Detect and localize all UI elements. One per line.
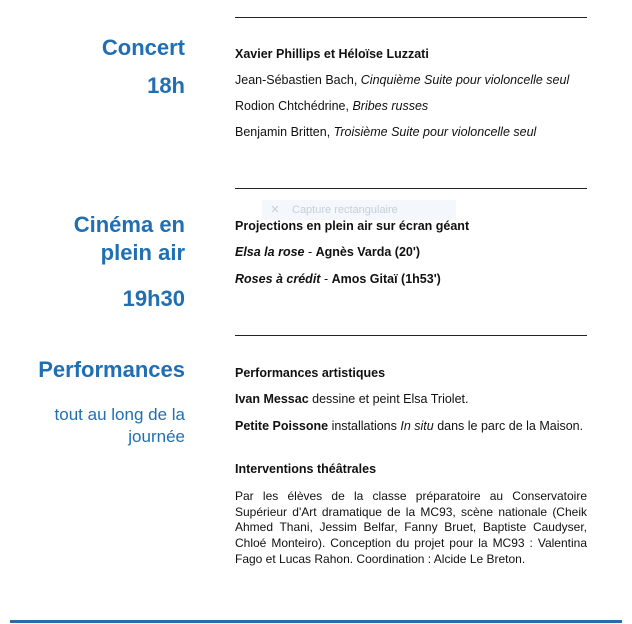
divider-top xyxy=(235,17,587,18)
artist-description-italic: In situ xyxy=(400,419,434,433)
concert-program-item xyxy=(235,73,587,87)
cinema-heading: Projections en plein air sur écran géant xyxy=(235,219,470,233)
bottom-bar xyxy=(10,620,622,623)
work-title: Cinquième Suite pour violoncelle seul xyxy=(360,73,570,87)
film-item xyxy=(235,272,587,286)
work-title: Troisième Suite pour violoncelle seul xyxy=(333,125,537,139)
film-title: Roses à crédit xyxy=(235,272,321,286)
film-detail: Amos Gitaï (1h53') xyxy=(331,272,441,286)
theatre-text: Par les élèves de la classe préparatoire au Conservatoire Supérieur d'Art dramatique de la MC93, scène nationale (Cheik Ahmed Thani, Jessim Belfar, Fanny Bruet, Baptiste Caudyser, Chloé Monteiro). Conception du projet pour la MC93 : Valentina Fago et Lucas Rahon. Coordination : Alcide Le Breton. xyxy=(235,489,587,566)
capture-overlay xyxy=(262,200,456,220)
film-separator: - xyxy=(320,272,332,286)
work-title: Bribes russes xyxy=(352,99,429,113)
artistic-heading: Performances artistiques xyxy=(235,366,386,380)
artist-name: Petite Poissone xyxy=(235,419,329,433)
film-title: Elsa la rose xyxy=(235,245,305,259)
film-separator: - xyxy=(304,245,316,259)
concert-performers: Xavier Phillips et Héloïse Luzzati xyxy=(235,47,429,61)
composer: Jean-Sébastien Bach, xyxy=(235,73,361,87)
theatre-heading: Interventions théâtrales xyxy=(235,462,377,476)
cinema-time: 19h30 xyxy=(122,286,185,311)
close-icon: ✕ xyxy=(270,204,280,216)
concert-program-item xyxy=(235,99,587,113)
concert-title: Concert xyxy=(101,35,185,60)
artist-description: installations xyxy=(328,419,401,433)
performances-subtitle-line1: tout au long de la xyxy=(54,405,185,424)
divider-cinema xyxy=(235,188,587,189)
divider-performances xyxy=(235,335,587,336)
composer: Rodion Chtchédrine, xyxy=(235,99,353,113)
capture-overlay-label: Capture rectangulaire xyxy=(292,204,398,216)
performances-title: Performances xyxy=(38,357,185,382)
film-item xyxy=(235,245,587,259)
performances-subtitle xyxy=(55,404,185,448)
artistic-item xyxy=(235,392,587,406)
artist-description: dessine et peint Elsa Triolet. xyxy=(308,392,469,406)
artistic-item xyxy=(235,418,587,434)
cinema-title-line2: plein air xyxy=(100,240,185,265)
film-detail: Agnès Varda (20') xyxy=(315,245,421,259)
concert-program-item xyxy=(235,125,587,139)
composer: Benjamin Britten, xyxy=(235,125,334,139)
concert-time: 18h xyxy=(147,73,185,98)
artist-description: dans le parc de la Maison. xyxy=(433,419,584,433)
cinema-title-line1: Cinéma en xyxy=(73,212,185,237)
performances-subtitle-line2: journée xyxy=(128,427,185,446)
artist-name: Ivan Messac xyxy=(235,392,309,406)
cinema-title xyxy=(74,211,185,267)
